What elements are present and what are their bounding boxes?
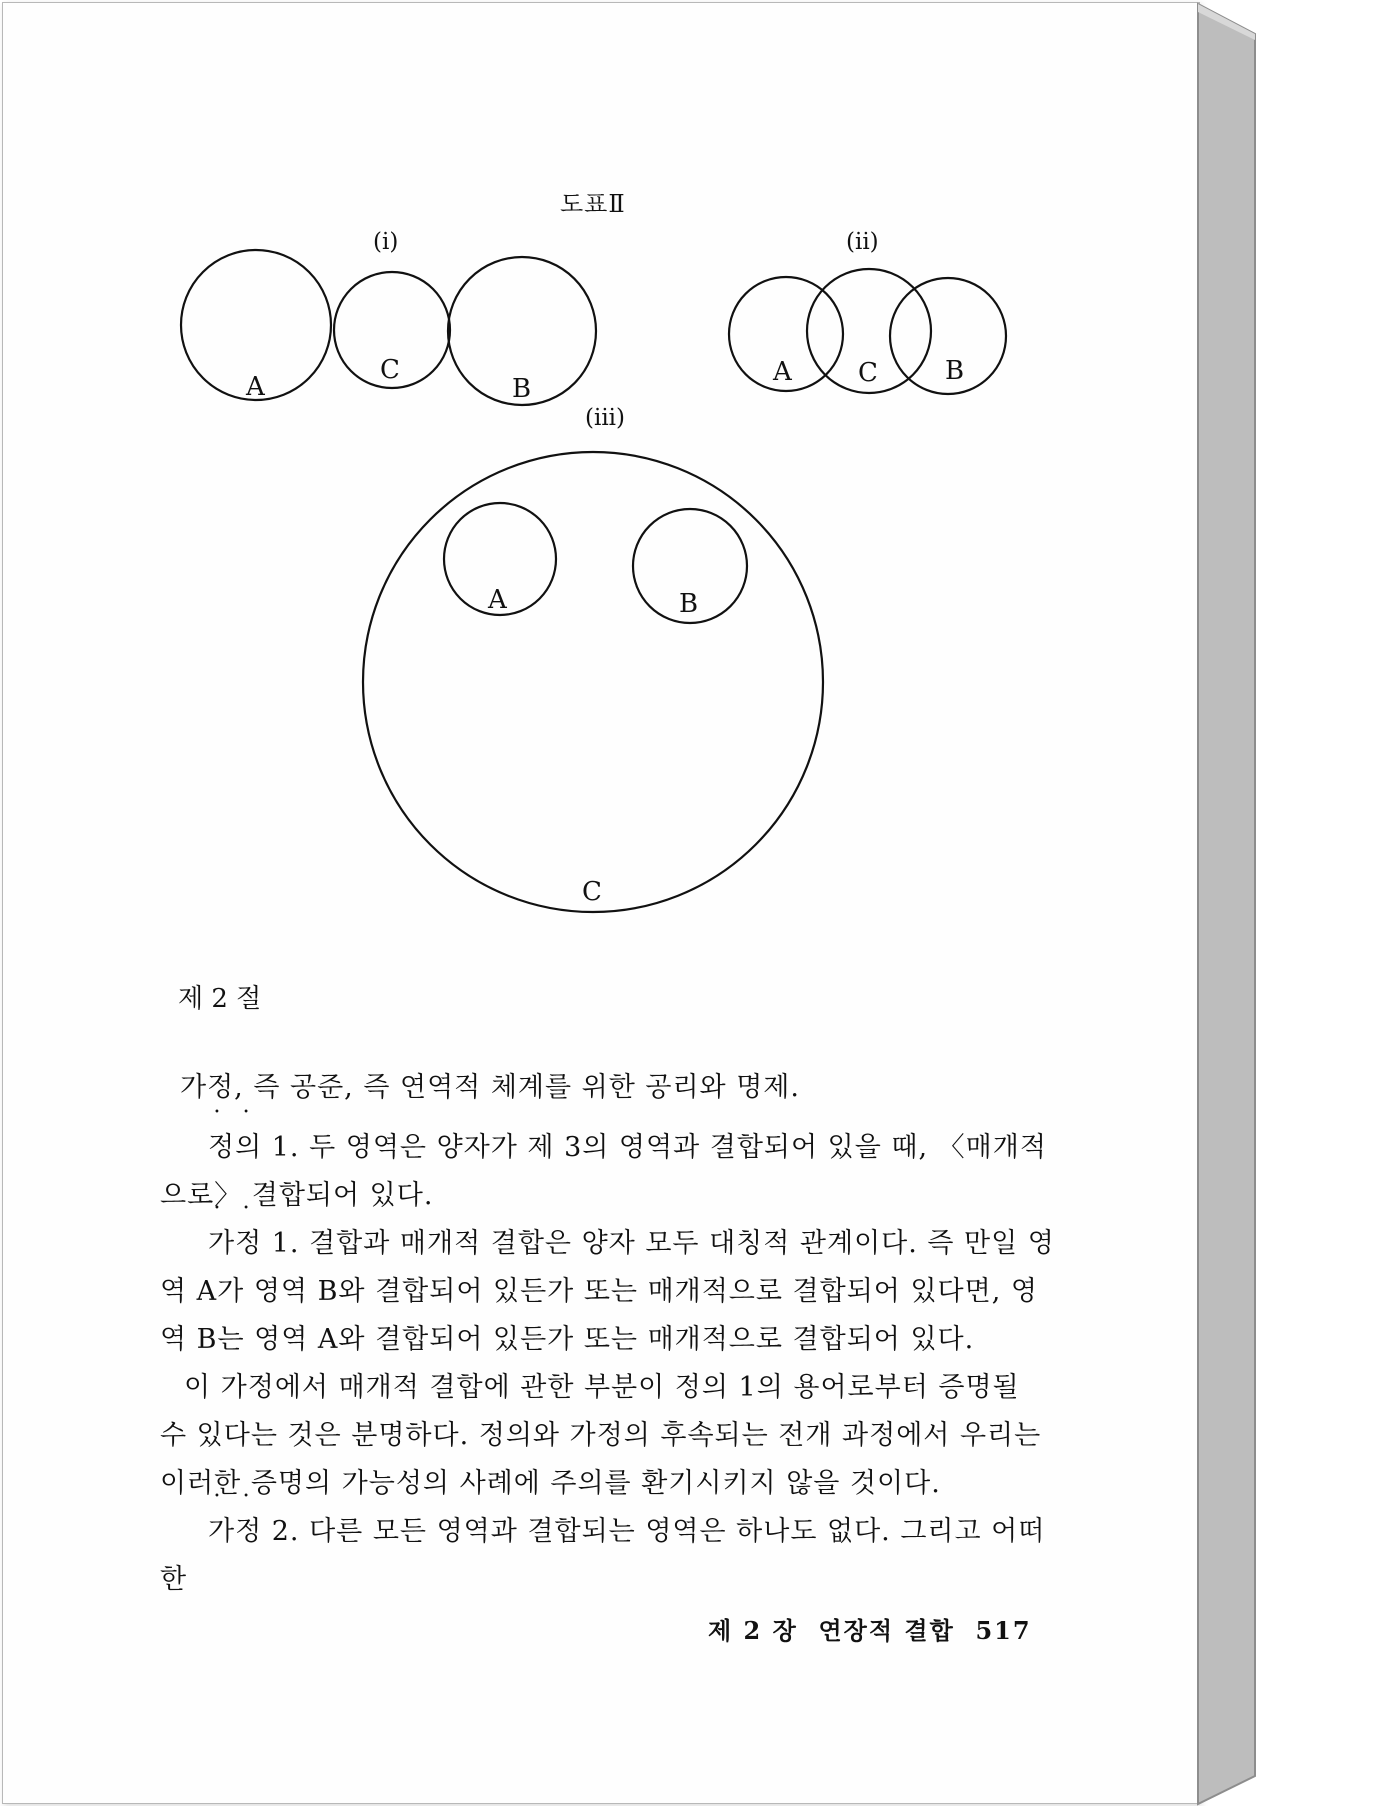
panel-ii-label-a: A xyxy=(773,357,792,387)
panel-iii-label-a: A xyxy=(488,585,507,615)
postulate-2-body: 2. 다른 모든 영역과 결합되는 영역은 하나도 없다. 그리고 어떠한 xyxy=(160,1516,1046,1595)
panel-i-label-c: C xyxy=(380,355,400,385)
panel-iii-circle-c xyxy=(363,452,823,912)
lead-paragraph: 가정, 즉 공준, 즉 연역적 체계를 위한 공리와 명제. xyxy=(180,1072,800,1103)
venn-diagram xyxy=(0,0,1196,960)
definition-body: 1. 두 영역은 양자가 제 3의 영역과 결합되어 있을 때, 〈매개적으로〉 결합되어 있다. xyxy=(160,1132,1047,1211)
panel-ii-label: (ii) xyxy=(846,229,879,255)
panel-i-label-a: A xyxy=(246,372,265,402)
panel-iii-label-c: C xyxy=(582,877,602,907)
body-text xyxy=(160,1064,1055,1604)
definition-term: • • 정의 xyxy=(184,1124,262,1172)
panel-ii-label-c: C xyxy=(858,358,878,388)
figure-title: 도표Ⅱ xyxy=(560,190,626,218)
definition-1 xyxy=(160,1124,1055,1220)
section-heading: 제 2 절 xyxy=(178,984,262,1014)
panel-i-label: (i) xyxy=(373,229,399,255)
panel-i-label-b: B xyxy=(512,374,532,404)
panel-iii-label-b: B xyxy=(679,589,699,619)
commentary-paragraph: 이 가정에서 매개적 결합에 관한 부분이 정의 1의 용어로부터 증명될 수 있다는 것은 분명하다. 정의와 가정의 후속되는 전개 과정에서 우리는 이러한 증명의 가능성의 사례에 주의를 환기시키지 않을 것이다. xyxy=(160,1372,1042,1499)
postulate-1 xyxy=(160,1220,1055,1364)
panel-ii-label-b: B xyxy=(945,356,965,386)
postulate-2-term: • • 가정 xyxy=(184,1508,262,1556)
running-head: 제 2 장 연장적 결합 517 xyxy=(708,1616,1032,1645)
panel-iii-label: (iii) xyxy=(585,405,626,431)
postulate-2 xyxy=(160,1508,1055,1604)
postulate-1-body: 1. 결합과 매개적 결합은 양자 모두 대칭적 관계이다. 즉 만일 영역 A가 영역 B와 결합되어 있든가 또는 매개적으로 결합되어 있다면, 영역 B는 영역 A와 결합되어 있든가 또는 매개적으로 결합되어 있다. xyxy=(160,1228,1055,1355)
postulate-1-term: • • 가정 xyxy=(184,1220,262,1268)
